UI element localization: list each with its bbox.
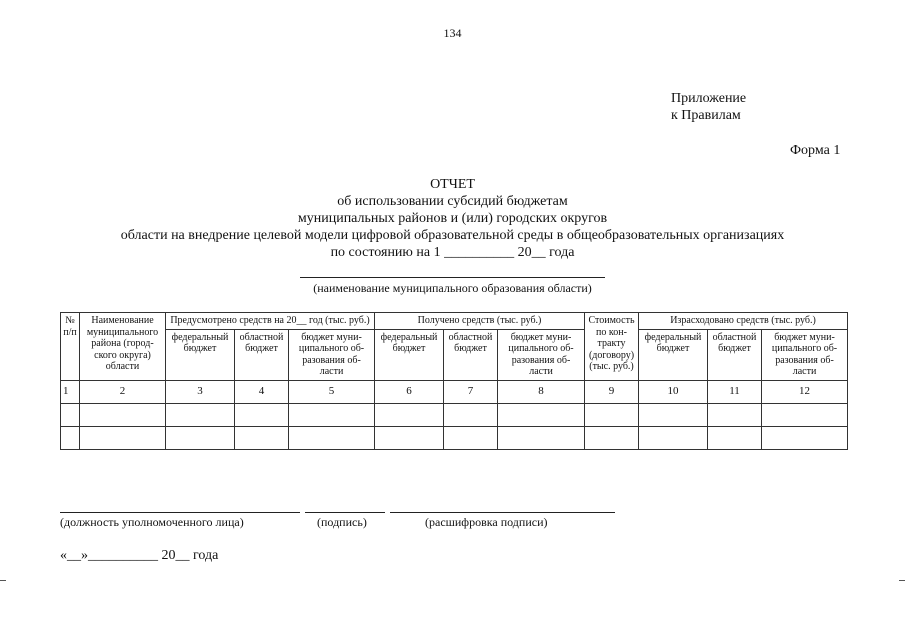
- column-number: 4: [235, 380, 289, 403]
- sub-municipal-received: бюджет муни-ципального об-разования об-ласти: [498, 329, 585, 380]
- table-cell: [375, 403, 444, 426]
- date-line: «__»__________ 20__ года: [60, 548, 219, 563]
- report-title: [0, 176, 905, 261]
- table-cell: [498, 426, 585, 449]
- table-cell: [289, 403, 375, 426]
- col-header-contract: Стоимость по кон-тракту (договору) (тыс. руб.): [585, 313, 639, 381]
- sub-municipal-planned: бюджет муни-ципального об-разования об-ласти: [289, 329, 375, 380]
- column-number: 5: [289, 380, 375, 403]
- appendix-line-1: Приложение: [671, 91, 747, 106]
- table-cell: [61, 426, 80, 449]
- table-cell: [444, 403, 498, 426]
- table-cell: [61, 403, 80, 426]
- column-number-row: [61, 380, 848, 403]
- table-cell: [166, 426, 235, 449]
- org-name-caption: (наименование муниципального образования области): [313, 281, 592, 295]
- decoding-line: [390, 512, 615, 513]
- col-header-num: № п/п: [61, 313, 80, 381]
- title-line-2: об использовании субсидий бюджетам: [337, 194, 568, 209]
- title-line-3: муниципальных районов и (или) городских округов: [297, 211, 608, 226]
- col-header-received: Получено средств (тыс. руб.): [375, 313, 585, 330]
- table-cell: [639, 426, 708, 449]
- signature-caption: (подпись): [317, 515, 367, 529]
- sub-federal-spent: федеральный бюджет: [639, 329, 708, 380]
- title-line-5: по состоянию на 1 __________ 20__ года: [330, 245, 575, 260]
- title-line-4: области на внедрение целевой модели цифровой образовательной среды в общеобразовательных организациях: [120, 228, 785, 243]
- decoding-caption: (расшифровка подписи): [425, 515, 548, 529]
- position-caption: (должность уполномоченного лица): [60, 515, 244, 529]
- appendix-line-2: к Правилам: [671, 108, 741, 123]
- signature-line: [305, 512, 385, 513]
- column-number: 2: [80, 380, 166, 403]
- col-header-name: Наименование муниципального района (город-ского округа) области: [80, 313, 166, 381]
- sub-municipal-spent: бюджет муни-ципального об-разования об-ласти: [762, 329, 848, 380]
- column-number: 11: [708, 380, 762, 403]
- column-number: 1: [61, 380, 80, 403]
- title-line-1: ОТЧЕТ: [430, 177, 475, 192]
- left-edge-mark: [0, 580, 6, 581]
- report-table: [60, 312, 848, 450]
- table-cell: [585, 426, 639, 449]
- column-number: 6: [375, 380, 444, 403]
- table-header-row: [61, 313, 848, 330]
- table-subheader-row: [61, 329, 848, 380]
- column-number: 3: [166, 380, 235, 403]
- table-cell: [585, 403, 639, 426]
- table-cell: [708, 403, 762, 426]
- appendix-note: [671, 90, 746, 124]
- table-row: [61, 403, 848, 426]
- column-number: 8: [498, 380, 585, 403]
- column-number: 9: [585, 380, 639, 403]
- sub-regional-received: областной бюджет: [444, 329, 498, 380]
- table-cell: [235, 426, 289, 449]
- col-header-spent: Израсходовано средств (тыс. руб.): [639, 313, 848, 330]
- column-number: 12: [762, 380, 848, 403]
- table-cell: [444, 426, 498, 449]
- table-cell: [762, 403, 848, 426]
- table-cell: [166, 403, 235, 426]
- sub-regional-planned: областной бюджет: [235, 329, 289, 380]
- sub-regional-spent: областной бюджет: [708, 329, 762, 380]
- sub-federal-planned: федеральный бюджет: [166, 329, 235, 380]
- table-cell: [708, 426, 762, 449]
- table-cell: [235, 403, 289, 426]
- page-number: 134: [443, 26, 462, 40]
- org-name-line: [300, 277, 605, 278]
- table-cell: [498, 403, 585, 426]
- right-edge-mark: [899, 580, 905, 581]
- form-label: Форма 1: [790, 143, 841, 158]
- column-number: 10: [639, 380, 708, 403]
- table-row: [61, 426, 848, 449]
- table-cell: [289, 426, 375, 449]
- sub-federal-received: федеральный бюджет: [375, 329, 444, 380]
- table-cell: [80, 426, 166, 449]
- position-line: [60, 512, 300, 513]
- table-cell: [762, 426, 848, 449]
- table-cell: [80, 403, 166, 426]
- table-cell: [375, 426, 444, 449]
- col-header-planned: Предусмотрено средств на 20__ год (тыс. руб.): [166, 313, 375, 330]
- column-number: 7: [444, 380, 498, 403]
- table-cell: [639, 403, 708, 426]
